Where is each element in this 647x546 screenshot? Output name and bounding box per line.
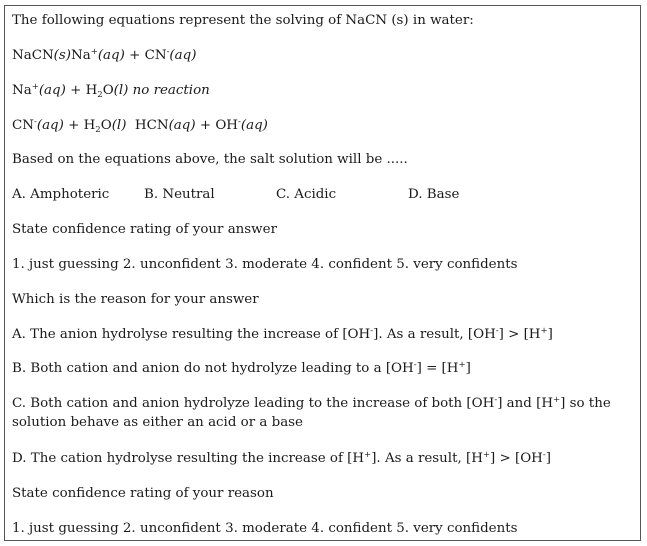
equation-2: $Na^+(aq) + H_2O(l)$ no reaction [12,82,210,100]
confidence-scale-reason[interactable]: 1. just guessing 2. unconfident 3. moderate 4. confident 5. very confidents [12,521,518,536]
reason-prompt: Which is the reason for your answer [12,292,259,307]
option-b[interactable]: B. Neutral [144,187,215,202]
option-a[interactable]: A. Amphoteric [12,187,110,202]
confidence-scale-answer[interactable]: 1. just guessing 2. unconfident 3. moderate 4. confident 5. very confidents [12,257,518,272]
option-d[interactable]: D. Base [408,187,460,202]
question-text: Based on the equations above, the salt solution will be ..... [12,152,408,167]
answer-options [12,185,627,204]
reason-b[interactable]: B. Both cation and anion do not hydrolyze leading to a [OH-] = [H+] [12,360,471,376]
equation-3: $CN^-(aq) + H_2O(l) HCN(aq) + OH^-(aq)$ [12,117,268,135]
reason-c[interactable]: C. Both cation and anion hydrolyze leading to the increase of both [OH-] and [H+] so the solution behave as either an acid or a base [12,395,611,430]
confidence-answer-prompt: State confidence rating of your answer [12,222,277,237]
reason-d[interactable]: D. The cation hydrolyse resulting the increase of [H+]. As a result, [H+] > [OH-] [12,450,551,466]
intro-text: The following equations represent the solving of NaCN (s) in water: [12,13,474,28]
reason-a[interactable]: A. The anion hydrolyse resulting the increase of [OH-]. As a result, [OH-] > [H+] [12,326,553,342]
confidence-reason-prompt: State confidence rating of your reason [12,486,274,501]
option-c[interactable]: C. Acidic [276,187,337,202]
equation-1: NaCN(s)Na+(aq) + CN-(aq) [12,47,197,63]
